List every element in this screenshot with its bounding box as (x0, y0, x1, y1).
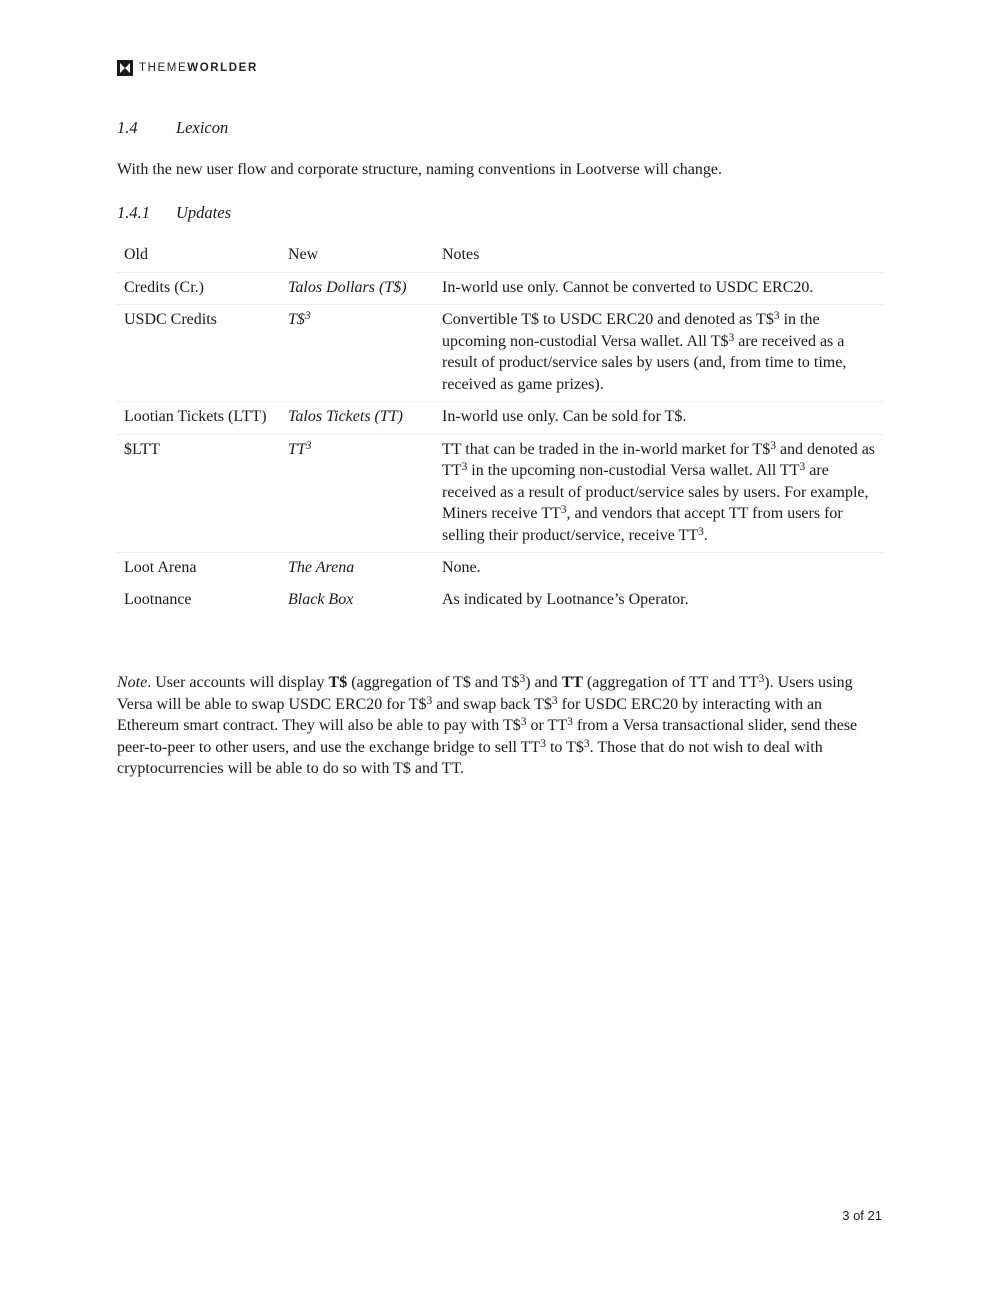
notes-part: in the upcoming non-custodial Versa wallet. All T$ (442, 311, 820, 350)
table-row (117, 402, 883, 435)
notes-part: , and vendors that accept TT from users for selling their product/service, receive TT (442, 505, 843, 544)
cell-notes: None. (442, 559, 481, 576)
table-row (117, 272, 883, 305)
note-bold: T$ (328, 674, 348, 691)
notes-part: . (703, 526, 708, 544)
notes-sup: 3 (698, 525, 704, 538)
cell-notes (435, 305, 883, 402)
section-title: Lexicon (176, 118, 229, 137)
notes-sup: 3 (560, 504, 567, 516)
logo-text-bold: WORLDER (187, 62, 258, 74)
note-sup: 3 (551, 694, 558, 707)
notes-part: are received as a result of product/service sales by users (and, from time to time, received as game prizes). (442, 332, 847, 393)
header-logo (117, 60, 258, 76)
cell-old: $LTT (117, 434, 281, 553)
subsection-number: 1.4.1 (117, 203, 150, 222)
note-sup: 3 (426, 694, 433, 707)
note-sup: 3 (567, 716, 573, 728)
notes-part: Convertible T$ to USDC ERC20 and denoted as T$ (442, 311, 774, 328)
notes-part: are received as a result of product/service sales by users. For example, Miners receive TT (442, 462, 869, 522)
new-base: TT (288, 440, 306, 458)
cell-old: Loot Arena (124, 559, 197, 576)
lexicon-table (117, 240, 883, 616)
note-sup: 3 (583, 737, 590, 750)
note-sup: 3 (540, 737, 546, 750)
header-old: Old (117, 240, 281, 272)
notes-sup: 3 (799, 461, 806, 473)
cell-new: Black Box (288, 590, 354, 608)
cell-notes (435, 434, 883, 553)
table-header-row (117, 240, 883, 272)
new-sup: 3 (305, 439, 312, 452)
header-notes: Notes (435, 240, 883, 272)
section-heading (117, 118, 228, 138)
note-part: for USDC ERC20 by interacting with an Ethereum smart contract. They will also be able to pay with T$ (117, 695, 823, 734)
logo-text-light: THEME (139, 62, 188, 74)
section-number: 1.4 (117, 118, 138, 137)
page-number: 3 of 21 (842, 1208, 882, 1223)
note-part: from a Versa transactional slider, send these peer-to-peer to other users, and use the exchange bridge to sell TT (117, 717, 858, 756)
table-row (117, 305, 883, 402)
note-part: or TT (526, 717, 568, 734)
note-sup: 3 (519, 673, 526, 685)
cell-old: Lootian Tickets (LTT) (117, 402, 281, 435)
cell-new (281, 305, 435, 402)
note-sup: 3 (520, 716, 527, 728)
cell-new (281, 434, 435, 553)
new-base: T$ (288, 311, 305, 328)
note-part: and swap back T$ (432, 695, 552, 713)
intro-paragraph: With the new user flow and corporate structure, naming conventions in Lootverse will change. (117, 161, 722, 178)
notes-sup: 3 (728, 331, 735, 344)
header-new: New (281, 240, 435, 272)
note-sup: 3 (758, 673, 765, 685)
note-label: Note (117, 674, 148, 691)
cell-notes: In-world use only. Can be sold for T$. (435, 402, 883, 435)
logo-wordmark (139, 62, 258, 74)
note-part: to T$ (545, 738, 584, 756)
subsection-heading (117, 203, 231, 223)
table-row (117, 553, 883, 585)
notes-sup: 3 (461, 461, 468, 473)
note-part: (aggregation of T$ and T$ (347, 674, 520, 691)
note-part: ). Users using Versa will be able to swap USDC ERC20 for T$ (117, 674, 853, 713)
new-sup: 3 (304, 310, 311, 322)
note-part: ) and (525, 674, 562, 691)
cell-new: Talos Dollars (T$) (281, 272, 435, 305)
note-part: . Those that do not wish to deal with cryptocurrencies will be able to do so with T$ and TT. (117, 738, 823, 777)
cell-new: The Arena (288, 559, 355, 576)
notes-sup: 3 (773, 310, 780, 322)
subsection-title: Updates (176, 203, 231, 222)
notes-part: and denoted as TT (442, 440, 876, 479)
note-paragraph (117, 672, 887, 780)
cell-old: USDC Credits (117, 305, 281, 402)
cell-old: Lootnance (124, 590, 192, 608)
cell-notes: In-world use only. Cannot be converted to USDC ERC20. (435, 272, 883, 305)
notes-sup: 3 (770, 439, 776, 452)
cell-old: Credits (Cr.) (117, 272, 281, 305)
table-row (117, 434, 883, 553)
note-part: . User accounts will display (147, 674, 329, 691)
table-row (117, 585, 883, 617)
notes-part: TT that can be traded in the in-world market for T$ (442, 440, 771, 458)
note-part: (aggregation of TT and TT (582, 674, 759, 691)
cell-new: Talos Tickets (TT) (281, 402, 435, 435)
notes-part: in the upcoming non-custodial Versa wallet. All TT (467, 462, 800, 479)
themeworlder-logo-icon (117, 60, 133, 76)
note-bold: TT (561, 674, 583, 691)
cell-notes: As indicated by Lootnance’s Operator. (442, 590, 689, 608)
